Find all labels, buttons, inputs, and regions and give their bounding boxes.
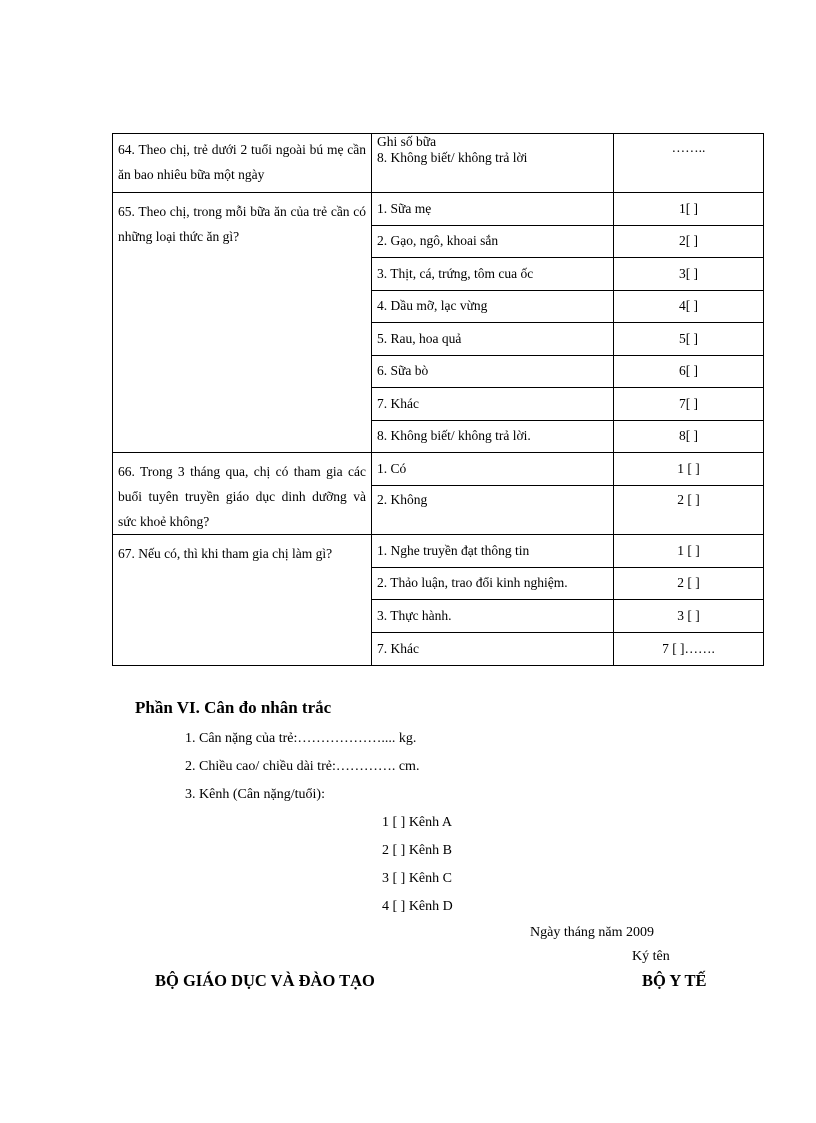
option-code[interactable]: 1 [ ]	[614, 535, 764, 568]
channel-option-d[interactable]: 4 [ ] Kênh D	[382, 899, 453, 914]
option-label: 7. Khác	[372, 388, 614, 421]
option-code[interactable]: 1[ ]	[614, 193, 764, 226]
footer-ministry-education: BỘ GIÁO DỤC VÀ ĐÀO TẠO	[155, 971, 375, 990]
option-label: 2. Thảo luận, trao đổi kinh nghiệm.	[372, 568, 614, 600]
option-code[interactable]: 7 [ ]…….	[614, 633, 764, 666]
channel-option-a[interactable]: 1 [ ] Kênh A	[382, 815, 452, 830]
table-row	[113, 453, 764, 486]
question-67: 67. Nếu có, thì khi tham gia chị làm gì?	[113, 535, 372, 666]
option-code[interactable]: 3 [ ]	[614, 600, 764, 633]
table-row	[113, 134, 764, 193]
option-label: 1. Sữa mẹ	[372, 193, 614, 226]
option-code[interactable]: 7[ ]	[614, 388, 764, 421]
channel-option-c[interactable]: 3 [ ] Kênh C	[382, 871, 452, 886]
option-label: 8. Không biết/ không trả lời.	[372, 421, 614, 453]
option-code[interactable]: 3[ ]	[614, 258, 764, 291]
option-label: 5. Rau, hoa quả	[372, 323, 614, 356]
question-66: 66. Trong 3 tháng qua, chị có tham gia các buổi tuyên truyền giáo dục dinh dưỡng và sức khoẻ không?	[113, 453, 372, 535]
question-64: 64. Theo chị, trẻ dưới 2 tuổi ngoài bú mẹ cần ăn bao nhiêu bữa một ngày	[113, 134, 372, 193]
option-code[interactable]: 2 [ ]	[614, 568, 764, 600]
option-label: 1. Có	[372, 453, 614, 486]
survey-table	[112, 133, 764, 666]
option-label: 2. Không	[372, 486, 614, 535]
option-code[interactable]: 4[ ]	[614, 291, 764, 323]
option-code[interactable]: 2 [ ]	[614, 486, 764, 535]
option-label: 7. Khác	[372, 633, 614, 666]
option-label: 4. Dầu mỡ, lạc vừng	[372, 291, 614, 323]
option-label: 3. Thực hành.	[372, 600, 614, 633]
option-code[interactable]: 5[ ]	[614, 323, 764, 356]
date-line: Ngày tháng năm 2009	[530, 925, 655, 940]
answer-line: 8. Không biết/ không trả lời	[377, 150, 528, 166]
code-64: ……..	[614, 134, 764, 193]
table-row	[113, 193, 764, 226]
section-title: Phần VI. Cân đo nhân trắc	[135, 698, 332, 717]
question-65: 65. Theo chị, trong mỗi bữa ăn của trẻ cần có những loại thức ăn gì?	[113, 193, 372, 453]
option-label: 6. Sữa bò	[372, 356, 614, 388]
weight-field[interactable]: 1. Cân nặng của trẻ:……………….... kg.	[185, 731, 417, 746]
channel-option-b[interactable]: 2 [ ] Kênh B	[382, 843, 452, 858]
option-label: 1. Nghe truyền đạt thông tin	[372, 535, 614, 568]
option-label: 2. Gạo, ngô, khoai sắn	[372, 226, 614, 258]
answer-line: Ghi số bữa	[377, 134, 437, 149]
height-field[interactable]: 2. Chiều cao/ chiều dài trẻ:…………. cm.	[185, 759, 420, 774]
table-row	[113, 535, 764, 568]
channel-label: 3. Kênh (Cân nặng/tuổi):	[185, 787, 325, 802]
option-code[interactable]: 6[ ]	[614, 356, 764, 388]
sign-label: Ký tên	[632, 949, 670, 964]
option-code[interactable]: 8[ ]	[614, 421, 764, 453]
option-label: 3. Thịt, cá, trứng, tôm cua ốc	[372, 258, 614, 291]
option-code[interactable]: 1 [ ]	[614, 453, 764, 486]
answer-64	[372, 134, 614, 193]
option-code[interactable]: 2[ ]	[614, 226, 764, 258]
footer-ministry-health: BỘ Y TẾ	[642, 971, 707, 990]
